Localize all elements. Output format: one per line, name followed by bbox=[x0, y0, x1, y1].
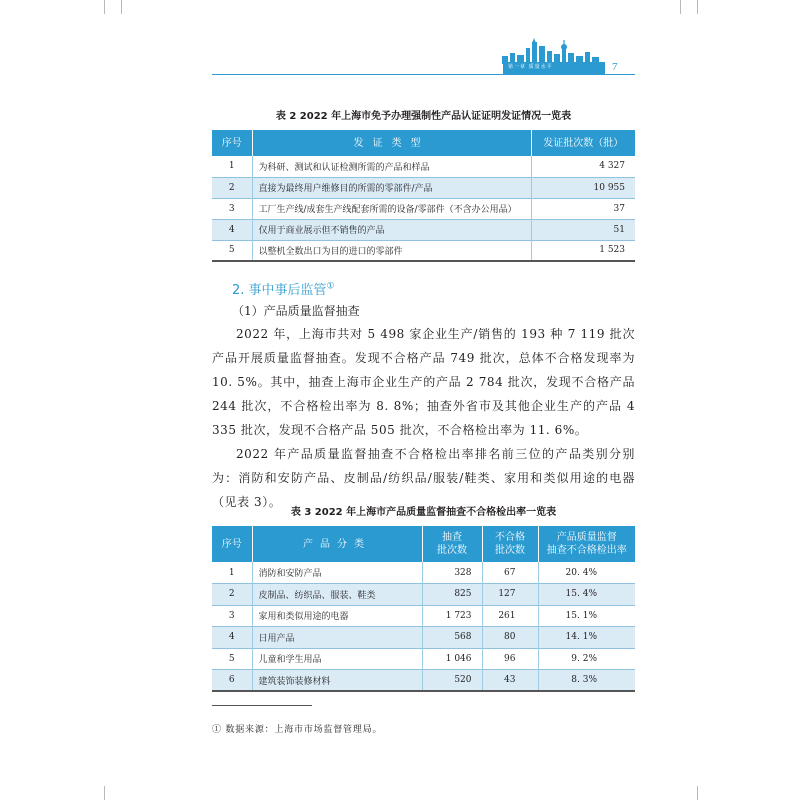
product-category: 家用和类似用途的电器 bbox=[252, 605, 422, 627]
checked-count: 568 bbox=[422, 627, 482, 649]
table-row bbox=[212, 198, 635, 219]
table3-header-failed: 不合格 批次数 bbox=[482, 526, 538, 562]
product-category: 日用产品 bbox=[252, 627, 422, 649]
fail-rate: 8. 3% bbox=[538, 670, 635, 692]
row-number: 4 bbox=[212, 627, 252, 649]
checked-count: 1 723 bbox=[422, 605, 482, 627]
cert-type: 直接为最终用户维修目的所需的零部件/产品 bbox=[252, 177, 531, 198]
page-number: 7 bbox=[612, 61, 618, 73]
row-number: 2 bbox=[212, 584, 252, 606]
table3 bbox=[212, 526, 635, 692]
table-row bbox=[212, 670, 635, 692]
table2-header-type: 发证类型 bbox=[252, 130, 531, 156]
checked-count: 328 bbox=[422, 562, 482, 584]
table3-header-category: 产品分类 bbox=[252, 526, 422, 562]
city-skyline-graphic bbox=[498, 38, 608, 64]
failed-count: 80 bbox=[482, 627, 538, 649]
table-row bbox=[212, 648, 635, 670]
fail-rate: 14. 1% bbox=[538, 627, 635, 649]
table-row bbox=[212, 584, 635, 606]
crop-mark-top-left-inner bbox=[121, 0, 122, 14]
failed-count: 96 bbox=[482, 648, 538, 670]
batch-count: 37 bbox=[531, 198, 635, 219]
table-row bbox=[212, 562, 635, 584]
table2-header-count: 发证批次数（批） bbox=[531, 130, 635, 156]
footnote-ref: ① bbox=[326, 281, 335, 292]
table3-caption: 表 3 2022 年上海市产品质量监督抽查不合格检出率一览表 bbox=[290, 507, 557, 518]
body-paragraph-1: 2022 年，上海市共对 5 498 家企业生产/销售的 193 种 7 119 批次产品开展质量监督抽查。发现不合格产品 749 批次，总体不合格发现率为 10. 5%。其中，抽查上海市企业生产的产品 2 784 批次，发现不合格产品 244 批次，不合格检出率为 8. 8%；抽查外省市及其他企业生产的产品 4 335 批次，发现不合格产品 505 批次，不合格检出率为 11. 6%。 bbox=[212, 327, 635, 437]
body-paragraph-2: 2022 年产品质量监督抽查不合格检出率排名前三位的产品类别分别为：消防和安防产品、皮制品/纺织品/服装/鞋类、家用和类似用途的电器（见表 3）。 bbox=[212, 447, 635, 509]
row-number: 3 bbox=[228, 203, 235, 214]
subsection-heading: （1）产品质量监督抽查 bbox=[232, 304, 360, 318]
table-row bbox=[212, 219, 635, 240]
table3-header-rate: 产品质量监督 抽查不合格检出率 bbox=[538, 526, 635, 562]
cert-type: 仅用于商业展示但不销售的产品 bbox=[252, 219, 531, 240]
fail-rate: 20. 4% bbox=[538, 562, 635, 584]
crop-mark-top-right-inner bbox=[697, 0, 698, 14]
failed-count: 127 bbox=[482, 584, 538, 606]
section-heading: 2. 事中事后监管① bbox=[232, 281, 335, 298]
footnote: ① 数据来源：上海市市场监督管理局。 bbox=[212, 725, 383, 735]
chapter-label: 第一章 质量水平 bbox=[508, 64, 553, 70]
fail-rate: 15. 4% bbox=[538, 584, 635, 606]
cert-type: 工厂生产线/成套生产线配套所需的设备/零部件（不含办公用品） bbox=[252, 198, 531, 219]
row-number: 1 bbox=[228, 567, 235, 578]
table-row bbox=[212, 605, 635, 627]
header-rule bbox=[212, 74, 635, 75]
product-category: 儿童和学生用品 bbox=[252, 648, 422, 670]
batch-count: 4 327 bbox=[531, 156, 635, 177]
crop-mark-bottom-left bbox=[104, 786, 105, 800]
product-category: 皮制品、纺织品、服装、鞋类 bbox=[252, 584, 422, 606]
table2 bbox=[212, 130, 635, 262]
checked-count: 825 bbox=[422, 584, 482, 606]
row-number: 4 bbox=[212, 219, 252, 240]
product-category: 建筑装饰装修材料 bbox=[252, 670, 422, 692]
fail-rate: 15. 1% bbox=[538, 605, 635, 627]
batch-count: 1 523 bbox=[531, 240, 635, 261]
row-number: 2 bbox=[212, 177, 252, 198]
row-number: 5 bbox=[228, 653, 235, 664]
table2-header-no: 序号 bbox=[212, 130, 252, 156]
batch-count: 10 955 bbox=[531, 177, 635, 198]
table-row bbox=[212, 156, 635, 177]
fail-rate: 9. 2% bbox=[538, 648, 635, 670]
product-category: 消防和安防产品 bbox=[252, 562, 422, 584]
crop-mark-top-right bbox=[680, 0, 681, 14]
cert-type: 为科研、测试和认证检测所需的产品和样品 bbox=[252, 156, 531, 177]
failed-count: 43 bbox=[482, 670, 538, 692]
failed-count: 261 bbox=[482, 605, 538, 627]
table3-header-no: 序号 bbox=[212, 526, 252, 562]
table2-caption: 表 2 2022 年上海市免予办理强制性产品认证证明发证情况一览表 bbox=[275, 111, 572, 122]
table-row bbox=[212, 627, 635, 649]
checked-count: 1 046 bbox=[422, 648, 482, 670]
crop-mark-top-left bbox=[104, 0, 105, 14]
failed-count: 67 bbox=[482, 562, 538, 584]
row-number: 5 bbox=[228, 245, 235, 256]
crop-mark-bottom-right bbox=[697, 786, 698, 800]
batch-count: 51 bbox=[531, 219, 635, 240]
footnote-rule bbox=[212, 705, 312, 706]
row-number: 1 bbox=[228, 161, 235, 172]
row-number: 6 bbox=[212, 670, 252, 692]
checked-count: 520 bbox=[422, 670, 482, 692]
table-row bbox=[212, 177, 635, 198]
table-row bbox=[212, 240, 635, 261]
row-number: 3 bbox=[228, 610, 235, 621]
cert-type: 以整机全数出口为目的进口的零部件 bbox=[252, 240, 531, 261]
table3-header-checked: 抽查 批次数 bbox=[422, 526, 482, 562]
